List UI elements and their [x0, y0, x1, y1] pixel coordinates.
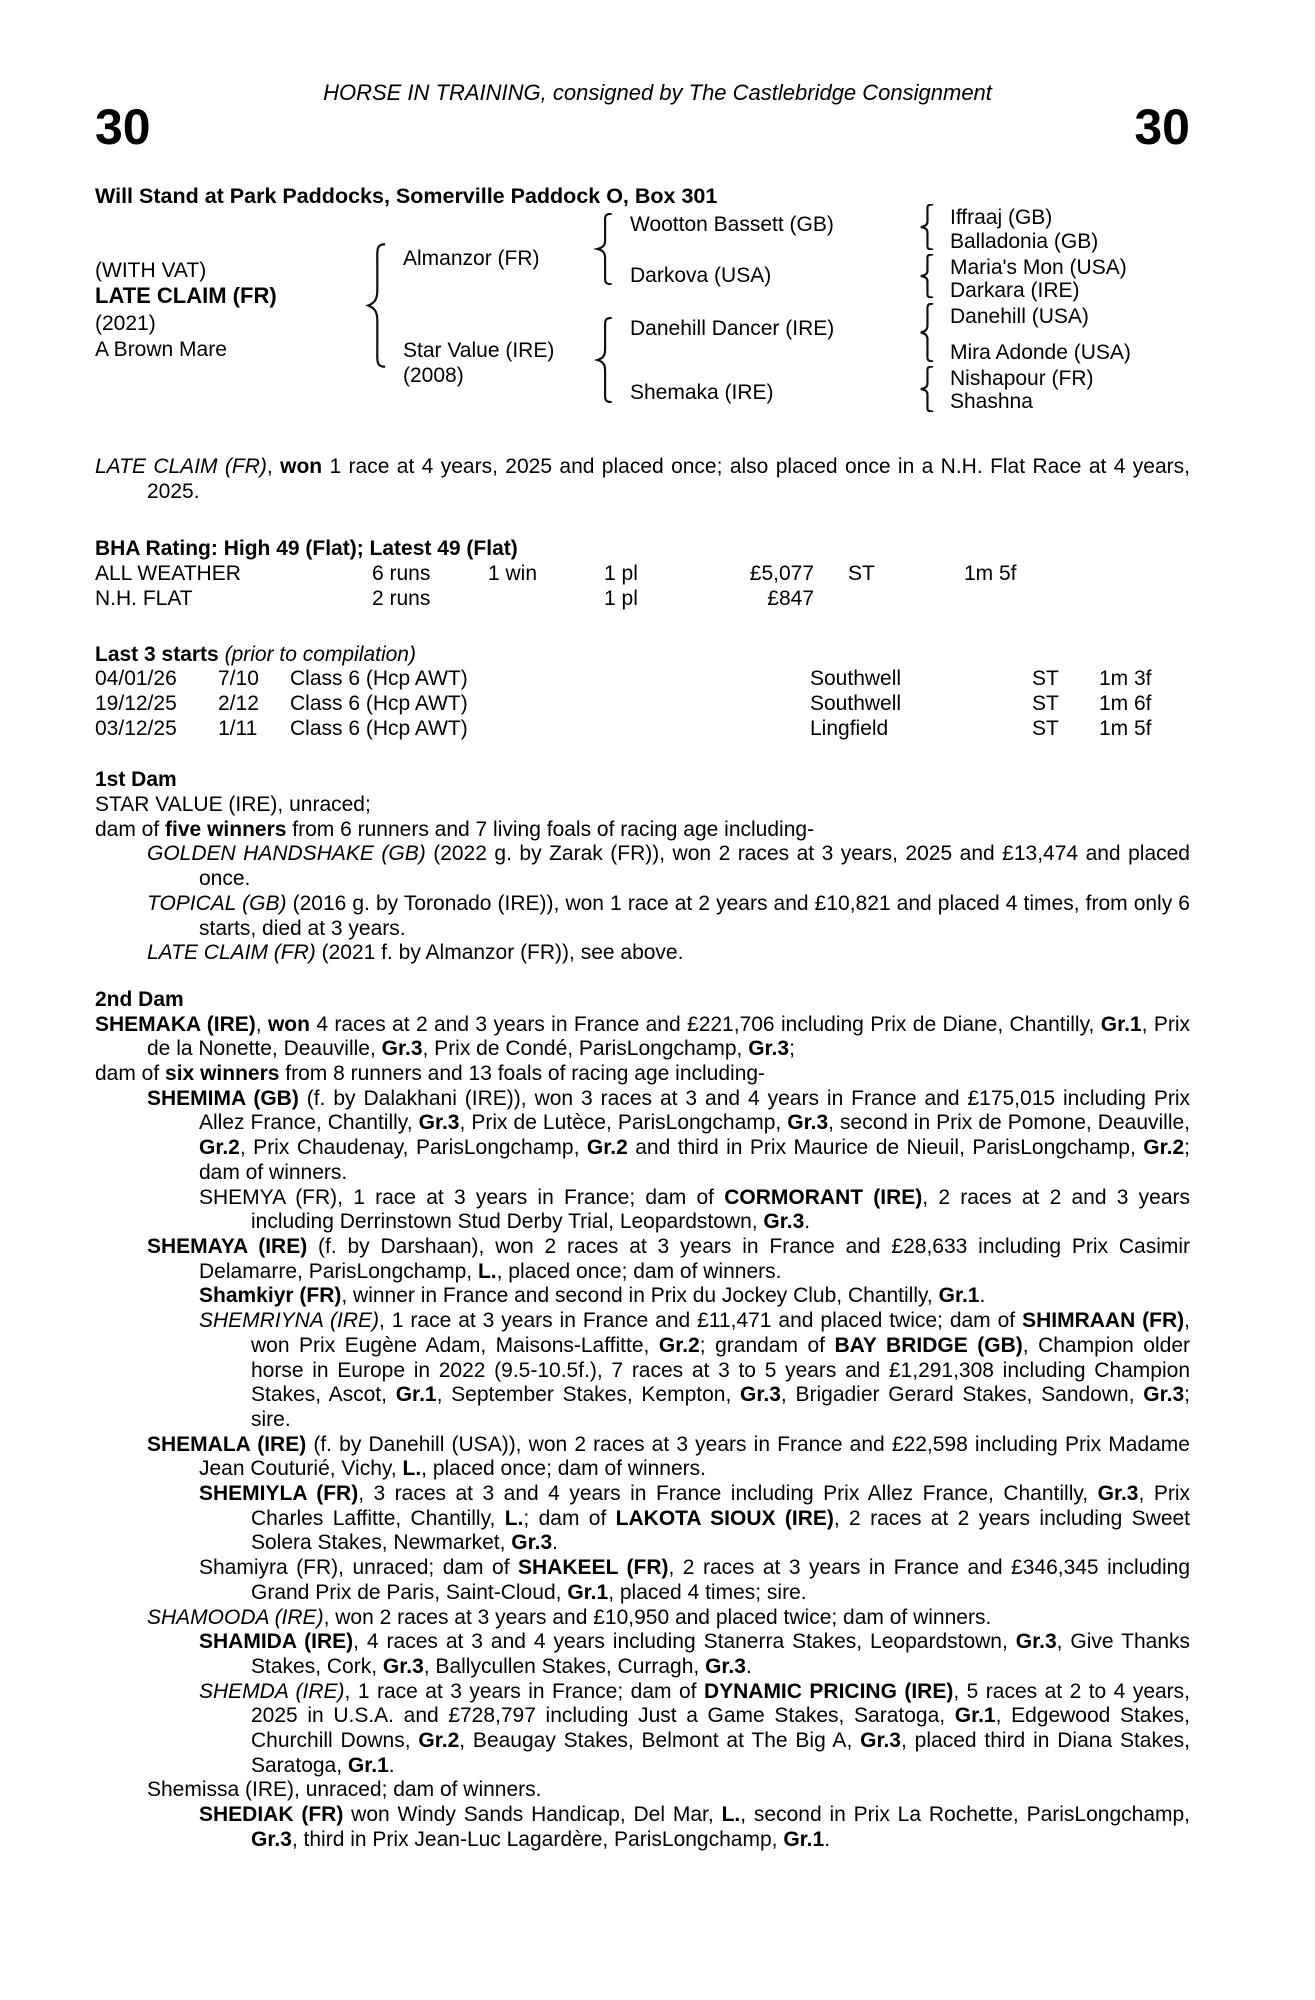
text-run: five winners [165, 817, 287, 841]
text-run: , 5 races at 2 to 4 years, 2025 in U.S.A. and £728,797 including Just a Game Stakes, Saratoga, [251, 1679, 1191, 1728]
table-cell: ST [1032, 667, 1059, 691]
text-run: L. [721, 1803, 741, 1827]
text-run: , 2 races at 3 years in France and £346,345 including Grand Prix de Paris, Saint-Cloud, [251, 1556, 1190, 1604]
second-dam-heading: 2nd Dam [95, 987, 184, 1011]
pedigree-sire: Almanzor (FR) [403, 247, 540, 270]
text-run: (2021 f. by Almanzor (FR)), see above. [315, 941, 684, 965]
text-run: LATE CLAIM (FR) [95, 455, 267, 478]
horse-foaling-year: (2021) [95, 312, 156, 335]
pedigree-entry [95, 793, 1190, 818]
text-run: six winners [165, 1062, 280, 1086]
text-run: SHEMALA (IRE) [147, 1432, 307, 1456]
text-run: Gr.1 [395, 1383, 437, 1407]
pedigree-ancestor: Maria's Mon (USA) [950, 256, 1127, 279]
text-run: (prior to compilation) [224, 642, 416, 666]
table-cell: N.H. FLAT [95, 586, 193, 610]
horse-name: LATE CLAIM (FR) [95, 283, 277, 308]
text-run: (2022 g. by Zarak (FR)), won 2 races at 3 years, 2025 and £13,474 and placed once. [199, 842, 1190, 891]
text-run: Gr.3 [251, 1827, 292, 1851]
table-cell: £5,077 [749, 562, 814, 586]
text-run: , won Prix Eugène Adam, Maisons-Laffitte, [251, 1309, 1191, 1357]
text-run: , Prix de Lutèce, ParisLongchamp, [459, 1111, 788, 1135]
text-run: (f. by Dalakhani (IRE)), won 3 races at 3 and 4 years in France and £175,015 including Prix Allez France, Chantilly, [199, 1086, 1190, 1135]
text-run: Shamiyra (FR), unraced; dam of [199, 1556, 519, 1580]
text-run: , placed once; dam of winners. [421, 1457, 706, 1481]
text-run: dam of [95, 817, 166, 841]
table-cell: ALL WEATHER [95, 562, 241, 586]
text-run: from 8 runners and 13 foals of racing age including- [279, 1062, 766, 1086]
pedigree-entry [95, 941, 1190, 966]
bha-rating-heading: BHA Rating: High 49 (Flat); Latest 49 (Flat) [95, 537, 518, 561]
text-run: Gr.3 [1143, 1383, 1185, 1407]
table-cell: 04/01/26 [95, 667, 177, 691]
pedigree-brace-icon [917, 204, 936, 250]
pedigree-entry [95, 892, 1190, 941]
text-run: , Beaugay Stakes, Belmont at The Big A, [459, 1729, 861, 1753]
pedigree-brace-icon [593, 213, 615, 285]
pedigree-ancestor: Iffraaj (GB) [950, 206, 1053, 229]
text-run: Gr.3 [511, 1531, 553, 1555]
text-run: Gr.3 [787, 1111, 829, 1135]
table-cell: Southwell [810, 667, 902, 691]
pedigree-brace-icon [917, 254, 936, 298]
text-run: TOPICAL (GB) [147, 891, 287, 915]
pedigree-dam-dam: Shemaka (IRE) [630, 381, 774, 404]
text-run: (f. by Darshaan), won 2 races at 3 years in France and £28,633 including Prix Casimir Delamarre, ParisLongchamp, [199, 1234, 1191, 1283]
text-run: , 4 races at 3 and 4 years including Stanerra Stakes, Leopardstown, [353, 1630, 1016, 1654]
text-run: , third in Prix Jean-Luc Lagardère, ParisLongchamp, [291, 1827, 784, 1851]
text-run: Gr.2 [418, 1729, 460, 1753]
pedigree-entry [95, 818, 1190, 843]
text-run: SHAMIDA (IRE) [199, 1630, 354, 1654]
text-run: , Ballycullen Stakes, Curragh, [423, 1654, 706, 1678]
text-run: Gr.1 [1100, 1012, 1142, 1036]
text-run: , placed 4 times; sire. [608, 1580, 807, 1604]
text-run: won [267, 1012, 310, 1036]
pedigree-entry [95, 1778, 1190, 1803]
text-run: Gr.3 [1097, 1482, 1139, 1506]
table-cell: Southwell [810, 691, 902, 715]
text-run: , Prix de Condé, ParisLongchamp, [422, 1037, 749, 1061]
race-summary [95, 455, 1190, 504]
text-run: Gr.3 [1015, 1630, 1057, 1654]
table-cell [964, 587, 1190, 612]
text-run: L. [504, 1506, 524, 1530]
table-cell: 1m 5f [964, 562, 1017, 586]
stand-location-line: Will Stand at Park Paddocks, Somerville Paddock O, Box 301 [95, 184, 718, 208]
table-cell: Class 6 (Hcp AWT) [290, 716, 468, 740]
text-run: , second in Prix La Rochette, ParisLongchamp, [740, 1803, 1191, 1827]
pedigree-dam-sire: Danehill Dancer (IRE) [630, 317, 835, 340]
pedigree-ancestor: Danehill (USA) [950, 305, 1089, 328]
pedigree-ancestor: Shashna [950, 390, 1033, 413]
table-cell: 1 win [488, 562, 538, 586]
table-cell: Class 6 (Hcp AWT) [290, 691, 468, 715]
table-cell: £847 [767, 586, 814, 610]
pedigree-ancestor: Mira Adonde (USA) [950, 341, 1131, 364]
pedigree-entry [95, 1680, 1190, 1779]
text-run: SHAMOODA (IRE) [147, 1605, 324, 1629]
text-run: , [255, 1012, 268, 1036]
pedigree-entry [95, 1087, 1190, 1186]
text-run: dam of [95, 1062, 166, 1086]
pedigree-chart [95, 200, 1205, 415]
text-run: LATE CLAIM (FR) [147, 941, 316, 965]
text-run: , September Stakes, Kempton, [436, 1383, 741, 1407]
pedigree-entry [95, 1013, 1190, 1062]
pedigree-ancestor: Balladonia (GB) [950, 230, 1099, 253]
text-run: SHEMYA (FR), 1 race at 3 years in France; dam of [199, 1185, 725, 1209]
table-cell: 7/10 [218, 667, 259, 691]
second-dam-entries [95, 1013, 1190, 1853]
pedigree-entry [95, 1309, 1190, 1433]
text-run: ; grandam of [699, 1333, 835, 1357]
text-run: Gr.3 [382, 1654, 424, 1678]
text-run: L. [402, 1457, 422, 1481]
text-run: . [824, 1827, 831, 1851]
pedigree-sire-sire: Wootton Bassett (GB) [630, 213, 834, 236]
text-run: SHIMRAAN (FR) [1022, 1309, 1185, 1333]
text-run: ; dam of [523, 1506, 616, 1530]
text-run: , 3 races at 3 and 4 years in France including Prix Allez France, Chantilly, [358, 1482, 1098, 1506]
table-cell: 1m 6f [1099, 691, 1152, 715]
pedigree-entry [95, 1235, 1190, 1284]
text-run: Gr.1 [783, 1827, 825, 1851]
pedigree-entry [95, 1062, 1190, 1087]
pedigree-entry [95, 1630, 1190, 1679]
text-run: , Edgewood Stakes, Churchill Downs, [251, 1704, 1190, 1753]
first-dam-heading: 1st Dam [95, 768, 177, 792]
text-run: SHEMRIYNA (IRE) [199, 1309, 380, 1333]
text-run: Gr.2 [586, 1136, 628, 1160]
text-run: . [804, 1210, 811, 1234]
text-run: , Prix Chaudenay, ParisLongchamp, [239, 1136, 587, 1160]
table-cell: 19/12/25 [95, 691, 177, 715]
text-run: (f. by Danehill (USA)), won 2 races at 3 years in France and £22,598 including Prix Madame Jean Couturié, Vichy, [199, 1432, 1190, 1481]
text-run: Gr.3 [763, 1210, 805, 1234]
text-run: STAR VALUE (IRE), unraced; [95, 793, 371, 817]
text-run: Gr.3 [418, 1111, 460, 1135]
text-run: Gr.1 [347, 1753, 389, 1777]
text-run: . [388, 1753, 395, 1777]
pedigree-entry [95, 1803, 1190, 1852]
text-run: , Give Thanks Stakes, Cork, [251, 1630, 1191, 1678]
pedigree-entry [95, 1284, 1190, 1309]
text-run: Gr.1 [954, 1704, 996, 1728]
text-run: , 1 race at 3 years in France; dam of [344, 1679, 704, 1703]
table-cell: 6 runs [372, 562, 431, 586]
pedigree-brace-icon [917, 303, 936, 362]
pedigree-ancestor: Nishapour (FR) [950, 367, 1094, 390]
text-run: Gr.3 [740, 1383, 781, 1407]
text-run: . [745, 1654, 752, 1678]
text-run: ; sire. [251, 1383, 1190, 1431]
table-cell [814, 587, 964, 612]
table-cell: 1m 5f [1099, 716, 1152, 740]
text-run: won Windy Sands Handicap, Del Mar, [343, 1803, 722, 1827]
table-cell: 1m 3f [1099, 667, 1152, 691]
text-run: Shamkiyr (FR) [199, 1284, 342, 1308]
table-cell: 2 runs [372, 586, 431, 610]
text-run: L. [477, 1259, 497, 1283]
pedigree-entry [95, 1482, 1190, 1556]
text-run: won [280, 455, 323, 478]
text-run: , placed third in Diana Stakes, Saratoga, [251, 1729, 1190, 1777]
pedigree-dam: Star Value (IRE) [403, 339, 555, 362]
lot-number-right: 30 [1134, 99, 1190, 155]
table-cell: 1 pl [604, 586, 638, 610]
text-run: Gr.3 [381, 1037, 423, 1061]
text-run: SHEMAYA (IRE) [147, 1234, 308, 1258]
text-run: , placed once; dam of winners. [496, 1259, 782, 1283]
table-cell: Class 6 (Hcp AWT) [290, 667, 468, 691]
text-run: , won 2 races at 3 years and £10,950 and placed twice; dam of winners. [323, 1605, 992, 1629]
text-run: from 6 runners and 7 living foals of racing age including- [286, 817, 815, 841]
text-run: SHEMAKA (IRE) [95, 1012, 256, 1036]
text-run: . [979, 1284, 986, 1308]
text-run: ; [789, 1037, 795, 1061]
text-run: , second in Prix de Pomone, Deauville, [828, 1111, 1191, 1135]
pedigree-brace-icon [363, 243, 389, 368]
text-run: Gr.2 [658, 1333, 700, 1357]
text-run: BAY BRIDGE (GB) [834, 1333, 1023, 1357]
text-run: Gr.3 [860, 1729, 901, 1753]
pedigree-brace-icon [917, 366, 936, 412]
text-run: , Prix de la Nonette, Deauville, [147, 1012, 1190, 1061]
text-run: Gr.3 [748, 1037, 790, 1061]
text-run: GOLDEN HANDSHAKE (GB) [147, 842, 426, 866]
text-run: 1 race at 4 years, 2025 and placed once; also placed once in a N.H. Flat Race at 4 years, 2025. [147, 455, 1190, 503]
text-run: Gr.2 [199, 1136, 240, 1160]
text-run: (2016 g. by Toronado (IRE)), won 1 race at 2 years and £10,821 and placed 4 times, from only 6 starts, died at 3 years. [199, 891, 1190, 940]
text-run: , 2 races at 2 years including Sweet Solera Stakes, Newmarket, [251, 1506, 1191, 1555]
text-run: DYNAMIC PRICING (IRE) [703, 1679, 954, 1703]
text-run: Gr.1 [938, 1284, 980, 1308]
text-run: and third in Prix Maurice de Nieuil, ParisLongchamp, [627, 1136, 1144, 1160]
text-run: ; dam of winners. [199, 1136, 1190, 1184]
pedigree-entry [95, 1186, 1190, 1235]
text-run: CORMORANT (IRE) [724, 1185, 923, 1209]
lot-number-left: 30 [95, 99, 151, 155]
pedigree-sire-dam: Darkova (USA) [630, 264, 772, 287]
table-cell: 1 pl [604, 562, 638, 586]
vat-note: (WITH VAT) [95, 259, 207, 282]
catalogue-body [95, 455, 1190, 1853]
table-cell: Lingfield [810, 716, 889, 740]
pedigree-ancestor: Darkara (IRE) [950, 279, 1080, 302]
pedigree-brace-icon [593, 317, 615, 403]
text-run: SHEDIAK (FR) [199, 1803, 344, 1827]
text-run: , winner in France and second in Prix du Jockey Club, Chantilly, [341, 1284, 939, 1308]
text-run: SHEMIMA (GB) [147, 1086, 299, 1110]
pedigree-entry [95, 842, 1190, 891]
table-cell: ST [1032, 691, 1059, 715]
pedigree-dam-year: (2008) [403, 364, 464, 387]
text-run: 4 races at 2 and 3 years in France and £221,706 including Prix de Diane, Chantilly, [309, 1012, 1101, 1036]
pedigree-entry [95, 1556, 1190, 1605]
first-dam-entries [95, 793, 1190, 966]
text-run: LAKOTA SIOUX (IRE) [615, 1506, 834, 1530]
table-cell: ST [848, 562, 875, 586]
text-run: Gr.1 [567, 1580, 609, 1604]
horse-colour-sex: A Brown Mare [95, 338, 227, 361]
table-cell: 03/12/25 [95, 716, 177, 740]
table-cell: 1/11 [218, 716, 258, 740]
last-starts-table [95, 667, 1190, 741]
table-cell: 2/12 [218, 691, 259, 715]
text-run: , Brigadier Gerard Stakes, Sandown, [780, 1383, 1144, 1407]
text-run: Last 3 starts [95, 642, 219, 666]
text-run: , Champion older horse in Europe in 2022 (9.5-10.5f.), 7 races at 3 to 5 years and £1,291,308 including Champion Stakes, Ascot, [251, 1333, 1191, 1407]
text-run: Gr.2 [1143, 1136, 1185, 1160]
text-run: SHEMIYLA (FR) [199, 1482, 359, 1506]
bha-table [95, 562, 1190, 611]
text-run: , [266, 455, 281, 478]
text-run: , Prix Charles Laffitte, Chantilly, [251, 1482, 1190, 1530]
text-run: SHAKEEL (FR) [518, 1556, 669, 1580]
text-run: , 2 races at 2 and 3 years including Derrinstown Stud Derby Trial, Leopardstown, [251, 1185, 1190, 1234]
table-cell: ST [1032, 716, 1059, 740]
pedigree-entry [95, 1606, 1190, 1631]
page-header-title: HORSE IN TRAINING, consigned by The Castlebridge Consignment [323, 80, 992, 105]
text-run: Shemissa (IRE), unraced; dam of winners. [147, 1778, 542, 1802]
text-run: , 1 race at 3 years in France and £11,471 and placed twice; dam of [379, 1309, 1023, 1333]
text-run: Gr.3 [705, 1654, 746, 1678]
last-starts-heading [95, 643, 1190, 668]
text-run: SHEMDA (IRE) [199, 1679, 345, 1703]
pedigree-entry [95, 1433, 1190, 1482]
text-run: . [552, 1531, 558, 1555]
table-cell [488, 587, 604, 612]
